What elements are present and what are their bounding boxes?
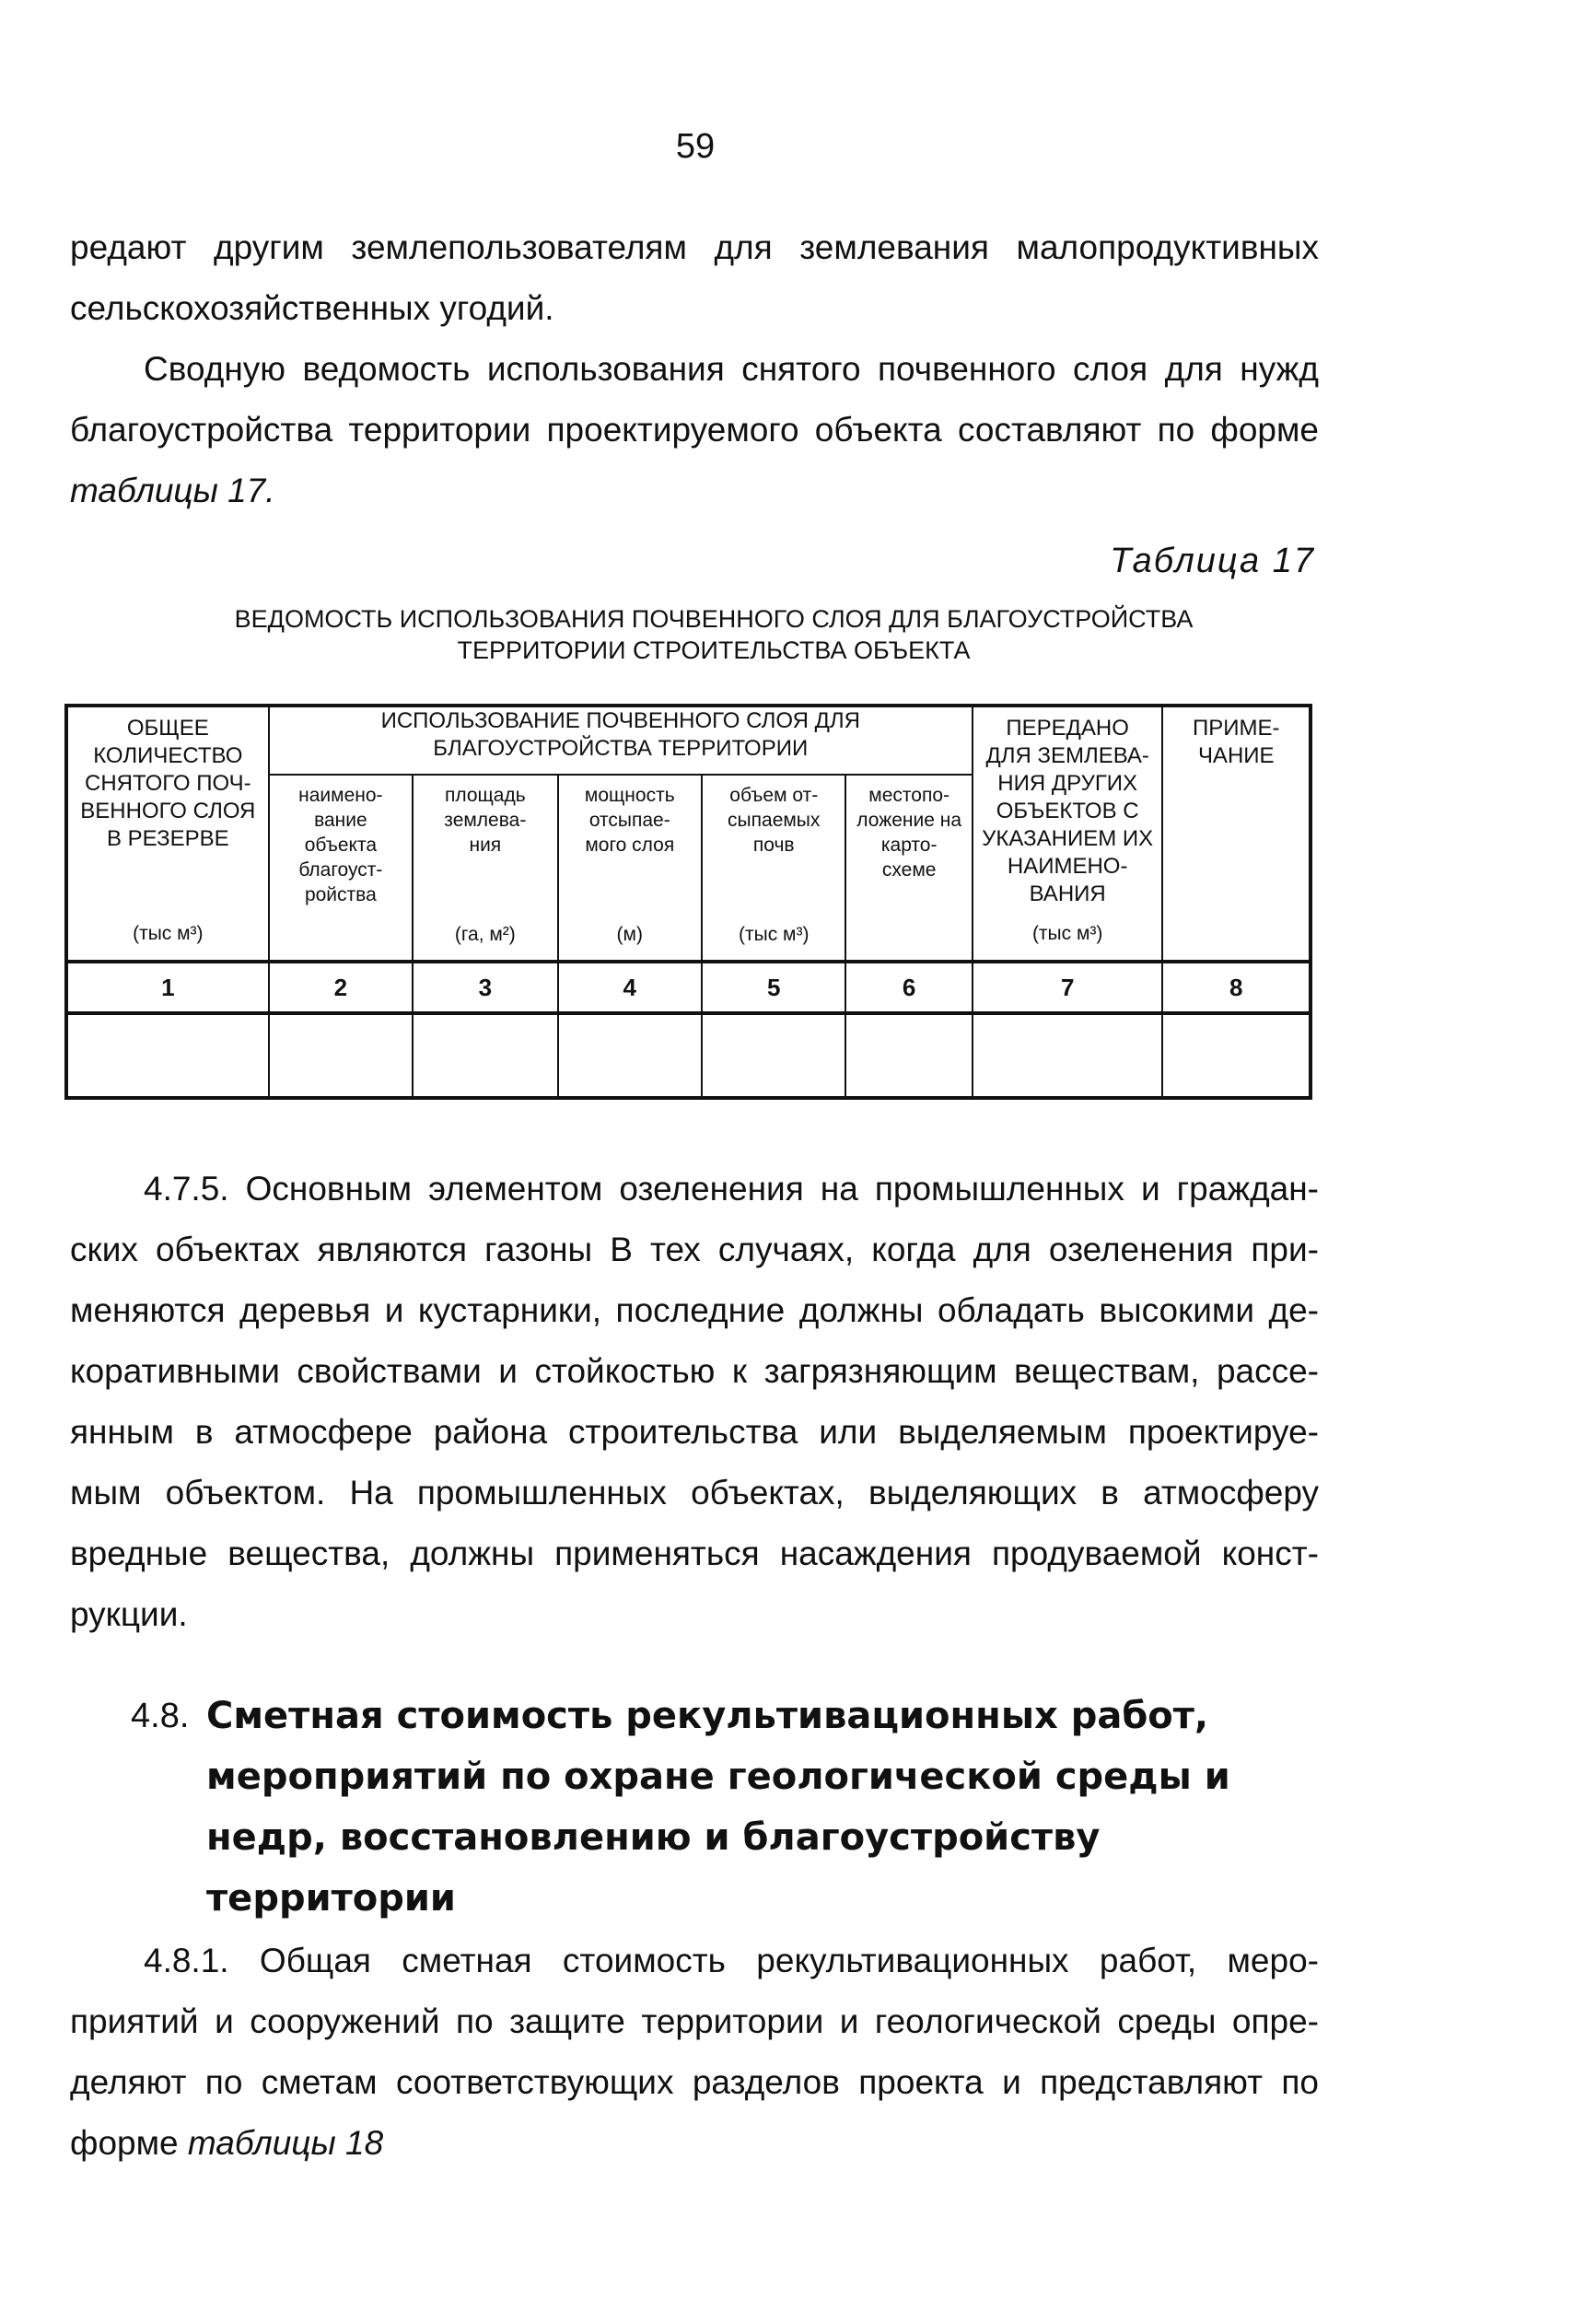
p475-line-5: янным в атмосфере района строительства или выделяемым проектируе- — [70, 1413, 1319, 1451]
summary-table-reference: таблицы 17. — [70, 472, 275, 509]
p475-line-4: коративными свойствами и стойкостью к загрязняющим веществам, рассе- — [70, 1352, 1319, 1390]
p475-line-1: 4.7.5. Основным элементом озеленения на промышленных и граждан- — [144, 1170, 1319, 1208]
header-soil-volume — [702, 775, 845, 962]
header-notes — [1162, 706, 1311, 962]
summary-line-1: Сводную ведомость использования снятого почвенного слоя для нужд — [144, 350, 1319, 388]
column-number: 3 — [413, 962, 557, 1013]
header-soil-volume-text: объем от-сыпаемых почв — [728, 785, 821, 856]
p475-line-6: мым объектом. На промышленных объектах, выделяющих в атмосферу — [70, 1474, 1319, 1511]
column-number: 5 — [702, 962, 845, 1013]
header-location-text: местопо-ложение на карто-схеме — [856, 785, 962, 881]
header-notes-text: ПРИМЕ-ЧАНИЕ — [1192, 716, 1280, 768]
summary-paragraph — [70, 339, 1319, 521]
section-title-line-1: Сметная стоимость рекультивационных работ, — [206, 1695, 1209, 1737]
p481-line-4 — [70, 2113, 1319, 2174]
header-area — [413, 775, 557, 962]
empty-data-row — [66, 1013, 1311, 1098]
column-numbers-row — [66, 962, 1311, 1013]
p481-line-3: деляют по сметам соответствующих разделов проекта и представляют по — [70, 2063, 1319, 2101]
header-total-soil-reserve — [66, 706, 269, 962]
intro-line-1: редают другим землепользователям для землевания малопродуктивных — [70, 228, 1319, 266]
summary-line-2: благоустройства территории проектируемого объекта составляют по форме — [70, 411, 1319, 449]
header-total-soil-reserve-text: ОБЩЕЕ КОЛИЧЕСТВО СНЯТОГО ПОЧ-ВЕННОГО СЛОЯ В РЕЗЕРВЕ — [80, 716, 256, 851]
column-number: 7 — [973, 962, 1163, 1013]
column-number: 4 — [558, 962, 702, 1013]
intro-line-2: сельскохозяйственных угодий. — [70, 289, 554, 327]
p475-line-3: меняются деревья и кустарники, последние должны обладать высокими де- — [70, 1291, 1319, 1329]
soil-usage-table — [64, 704, 1312, 1100]
header-area-text: площадь землева-ния — [444, 785, 527, 856]
header-soil-volume-unit: (тыс м³) — [738, 924, 810, 945]
table-title-line-2: ТЕРРИТОРИИ СТРОИТЕЛЬСТВА ОБЪЕКТА — [457, 636, 971, 664]
empty-cell — [558, 1013, 702, 1098]
header-transferred-text: ПЕРЕДАНО ДЛЯ ЗЕМЛЕВА-НИЯ ДРУГИХ ОБЪЕКТОВ С УКАЗАНИЕМ ИХ НАИМЕНО-ВАНИЯ — [982, 716, 1154, 906]
empty-cell — [702, 1013, 845, 1098]
table-title — [138, 603, 1289, 666]
p481-line-1: 4.8.1. Общая сметная стоимость рекультивационных работ, меро- — [144, 1942, 1319, 1979]
header-soil-usage: ИСПОЛЬЗОВАНИЕ ПОЧВЕННОГО СЛОЯ ДЛЯ БЛАГОУСТРОЙСТВА ТЕРРИТОРИИ — [269, 706, 973, 775]
header-area-unit: (га, м²) — [454, 924, 516, 945]
column-number: 2 — [269, 962, 413, 1013]
empty-cell — [413, 1013, 557, 1098]
header-object-name-text: наимено-вание объекта благоуст-ройства — [298, 785, 383, 905]
empty-cell — [973, 1013, 1163, 1098]
header-total-soil-reserve-unit: (тыс м³) — [133, 923, 204, 944]
header-transferred — [973, 706, 1163, 962]
section-title-line-3: недр, восстановлению и благоустройству — [206, 1816, 1101, 1859]
header-object-name — [269, 775, 413, 962]
paragraph-4-8-1 — [70, 1931, 1319, 2174]
intro-paragraph — [70, 217, 1319, 339]
empty-cell — [1162, 1013, 1311, 1098]
header-layer-thickness — [558, 775, 702, 962]
p481-line-4-prefix: форме — [70, 2124, 188, 2162]
section-number: 4.8. — [131, 1697, 190, 1735]
section-title — [206, 1686, 1328, 1929]
header-location — [845, 775, 972, 962]
section-title-line-2: мероприятий по охране геологической среды и — [206, 1756, 1230, 1798]
paragraph-4-7-5 — [70, 1159, 1319, 1645]
p475-line-2: ских объектах являются газоны В тех случаях, когда для озеленения при- — [70, 1231, 1319, 1268]
column-number: 6 — [845, 962, 972, 1013]
p481-table-reference: таблицы 18 — [187, 2124, 384, 2162]
table-title-line-1: ВЕДОМОСТЬ ИСПОЛЬЗОВАНИЯ ПОЧВЕННОГО СЛОЯ ДЛЯ БЛАГОУСТРОЙСТВА — [234, 605, 1194, 633]
section-4-8-heading — [131, 1686, 1328, 1929]
p475-line-7: вредные вещества, должны применяться насаждения продуваемой конст- — [70, 1535, 1319, 1572]
empty-cell — [66, 1013, 269, 1098]
header-layer-thickness-unit: (м) — [616, 924, 643, 945]
p475-line-8: рукции. — [70, 1595, 188, 1633]
section-title-line-4: территории — [206, 1877, 456, 1920]
column-number: 1 — [66, 962, 269, 1013]
header-layer-thickness-text: мощность отсыпае-мого слоя — [584, 785, 675, 856]
empty-cell — [269, 1013, 413, 1098]
page-number: 59 — [675, 127, 716, 166]
column-number: 8 — [1162, 962, 1311, 1013]
table-label: Таблица 17 — [1110, 542, 1315, 580]
empty-cell — [845, 1013, 972, 1098]
p481-line-2: приятий и сооружений по защите территории и геологической среды опре- — [70, 2002, 1319, 2040]
header-transferred-unit: (тыс м³) — [1031, 923, 1103, 944]
